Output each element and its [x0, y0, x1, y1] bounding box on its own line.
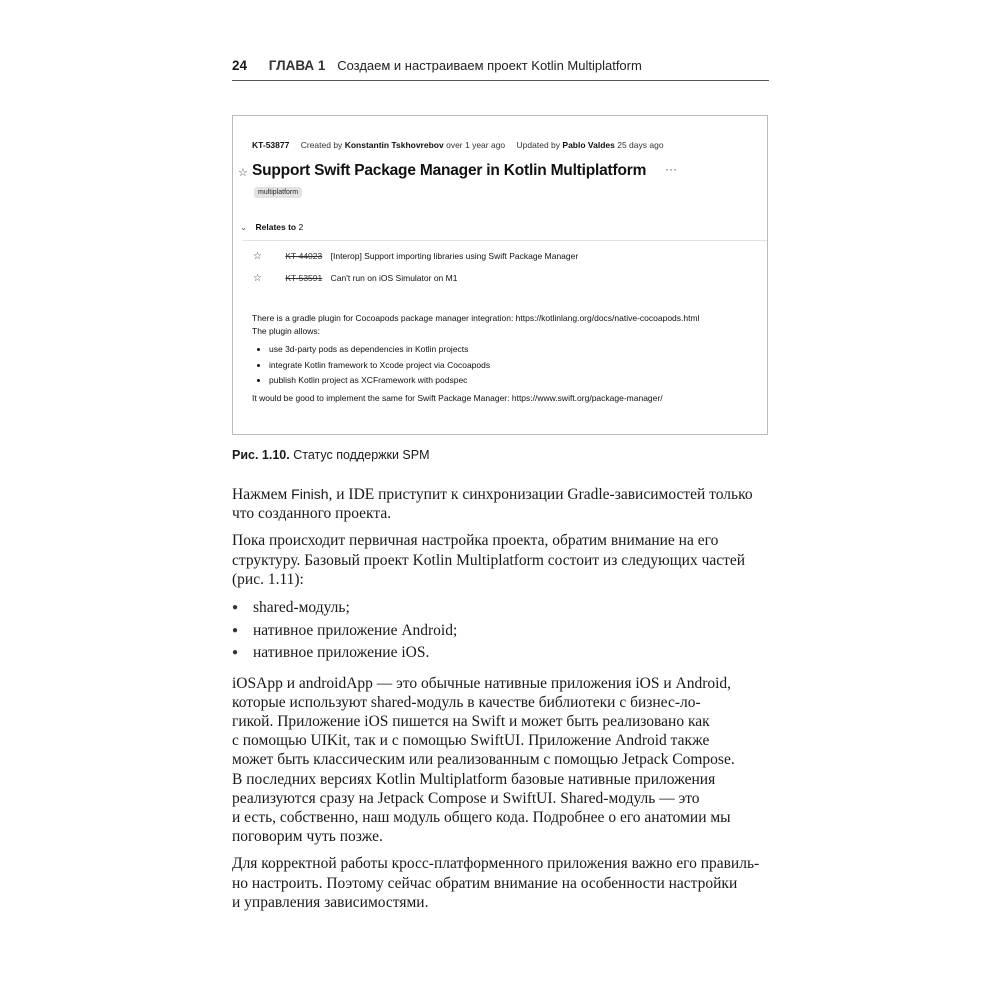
- issue-meta: [252, 140, 664, 150]
- description-line: The plugin allows:: [252, 326, 321, 337]
- issue-description: [252, 312, 767, 405]
- list-item: ● shared-модуль;: [232, 597, 769, 620]
- paragraph-line: может быть классическим или реализованным с помощью Jetpack Compose.: [232, 751, 735, 769]
- body-text: [232, 485, 769, 920]
- more-options-icon[interactable]: ···: [665, 162, 677, 176]
- created-prefix: Created by: [300, 140, 343, 150]
- paragraph: [232, 854, 769, 912]
- related-issue-id[interactable]: KT-44023: [285, 251, 323, 261]
- chapter-label: ГЛАВА 1: [268, 58, 326, 73]
- running-header: [232, 58, 769, 81]
- page-number: 24: [232, 58, 248, 73]
- created-when: over 1 year ago: [446, 140, 506, 150]
- related-issue-row[interactable]: [253, 251, 578, 262]
- issue-id[interactable]: KT-53877: [252, 140, 290, 150]
- description-list-item: • publish Kotlin project as XCFramework with podspec: [269, 373, 767, 389]
- paragraph-line: и управления зависимостями.: [232, 893, 429, 911]
- paragraph-line: iOSApp и androidApp — это обычные нативные приложения iOS и Android,: [232, 674, 732, 692]
- paragraph-line: Для корректной работы кросс-платформенного приложения важно его правиль-: [232, 855, 760, 873]
- paragraph-line: с помощью UIKit, так и с помощью SwiftUI. Приложение Android также: [232, 732, 710, 750]
- related-issue-title[interactable]: Can't run on iOS Simulator on M1: [330, 273, 458, 283]
- chapter-title: Создаем и настраиваем проект Kotlin Multiplatform: [337, 58, 642, 73]
- paragraph: [232, 674, 769, 847]
- paragraph-line: [232, 485, 769, 504]
- description-list-item: • integrate Kotlin framework to Xcode project via Cocoapods: [269, 358, 767, 374]
- bullet-list: [232, 597, 769, 665]
- paragraph: [232, 531, 769, 589]
- description-line: There is a gradle plugin for Cocoapods package manager integration: https://kotlinlang.org/docs/native-cocoapods.html: [252, 313, 700, 323]
- paragraph-line: которые используют shared-модуль в качестве библиотеки с бизнес-ло-: [232, 693, 701, 711]
- paragraph-line: что созданного проекта.: [232, 505, 392, 523]
- tag-multiplatform[interactable]: multiplatform: [254, 187, 302, 198]
- related-issue-title[interactable]: [Interop] Support importing libraries using Swift Package Manager: [330, 251, 579, 261]
- list-item: ● нативное приложение Android;: [232, 620, 769, 643]
- star-icon[interactable]: ☆: [253, 273, 262, 284]
- related-issue-id[interactable]: KT-53591: [285, 273, 323, 283]
- paragraph-line: но настроить. Поэтому сейчас обратим внимание на особенности настройки: [232, 874, 738, 892]
- finish-button-ref: Finish: [291, 486, 329, 502]
- star-icon[interactable]: ☆: [253, 251, 262, 262]
- updated-prefix: Updated by: [516, 140, 561, 150]
- paragraph-line: структуру. Базовый проект Kotlin Multiplatform состоит из следующих частей: [232, 551, 746, 569]
- updated-by-user[interactable]: Pablo Valdes: [562, 140, 615, 150]
- paragraph-line: (рис. 1.11):: [232, 570, 304, 588]
- caption-label: Рис. 1.10.: [232, 448, 290, 462]
- paragraph-line: поговорим чуть позже.: [232, 828, 383, 846]
- paragraph-line: реализуются сразу на Jetpack Compose и SwiftUI. Shared-модуль — это: [232, 789, 700, 807]
- paragraph-line: В последних версиях Kotlin Multiplatform базовые нативные приложения: [232, 770, 716, 788]
- description-list: [252, 342, 767, 389]
- related-issue-row[interactable]: [253, 273, 457, 284]
- divider: [243, 240, 768, 241]
- created-by-user[interactable]: Konstantin Tskhovrebov: [344, 140, 444, 150]
- paragraph: [232, 485, 769, 523]
- relates-to-toggle[interactable]: [240, 222, 303, 233]
- relates-label: Relates to: [255, 222, 297, 232]
- paragraph-line: и есть, собственно, наш модуль общего кода. Подробнее о его анатомии мы: [232, 808, 731, 826]
- paragraph-line: Пока происходит первичная настройка проекта, обратим внимание на его: [232, 532, 719, 550]
- relates-count: 2: [298, 222, 304, 232]
- description-list-item: • use 3d-party pods as dependencies in Kotlin projects: [269, 342, 767, 358]
- issue-title: Support Swift Package Manager in Kotlin Multiplatform: [252, 162, 647, 179]
- caption-text: Статус поддержки SPM: [293, 448, 430, 462]
- chevron-down-icon: ⌄: [240, 222, 248, 232]
- text-fragment: , и IDE приступит к синхронизации Gradle-зависимостей только: [328, 486, 753, 503]
- figure-caption: [232, 448, 430, 462]
- list-item: ● нативное приложение iOS.: [232, 642, 769, 665]
- description-line: It would be good to implement the same for Swift Package Manager: https://www.swift.org/package-manager/: [252, 392, 663, 403]
- paragraph-line: гикой. Приложение iOS пишется на Swift и может быть реализовано как: [232, 712, 710, 730]
- star-icon[interactable]: ☆: [238, 167, 248, 179]
- updated-when: 25 days ago: [617, 140, 664, 150]
- book-page: [232, 0, 769, 1000]
- text-fragment: Нажмем: [232, 486, 292, 503]
- issue-screenshot: [232, 115, 768, 435]
